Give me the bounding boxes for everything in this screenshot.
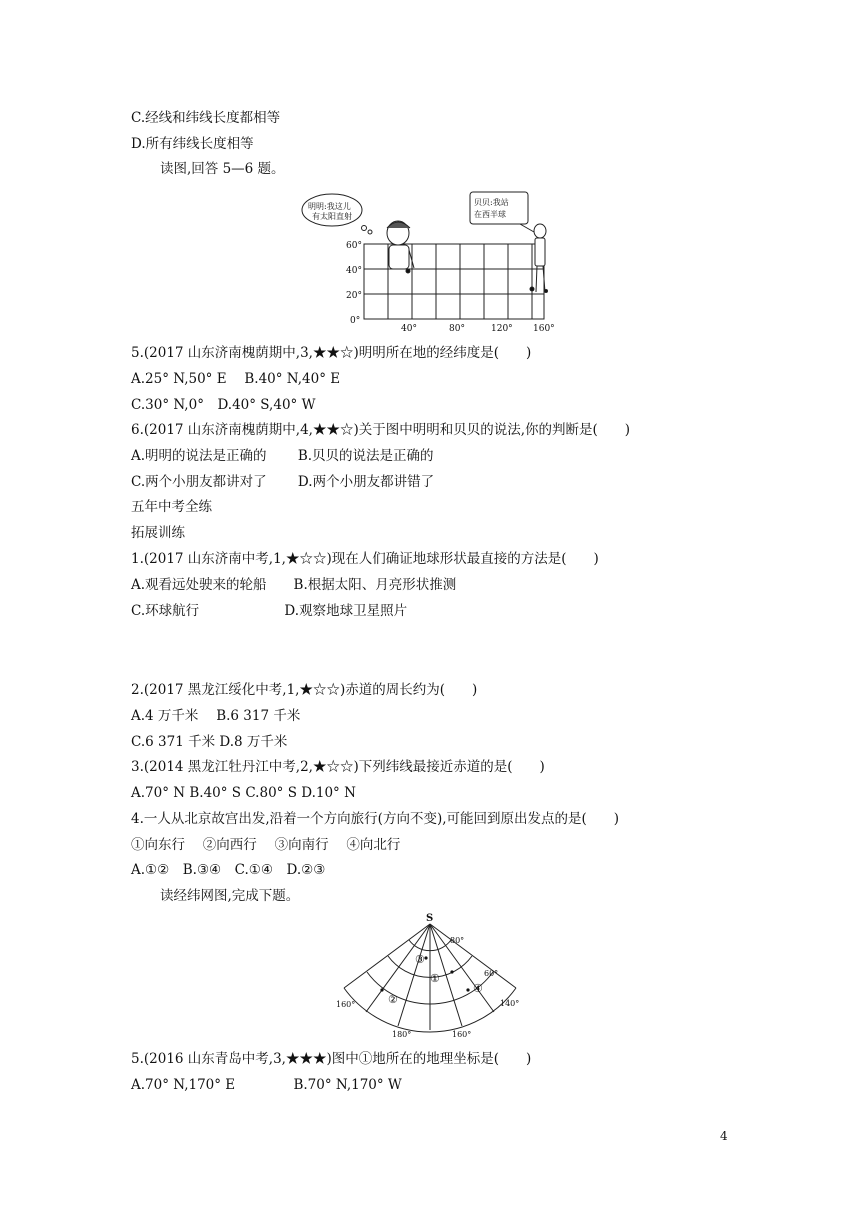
point-label: ④	[473, 982, 483, 995]
lat-label: 60°	[484, 969, 499, 978]
instruction: 读图,回答 5—6 题。	[160, 161, 285, 177]
q5-options-ab: A.25° N,50° E B.40° N,40° E	[131, 371, 341, 387]
q1-options-cd: C.环球航行 D.观察地球卫星照片	[131, 603, 408, 619]
question-1: 1.(2017 山东济南中考,1,★☆☆)现在人们确证地球形状最直接的方法是( )	[131, 551, 599, 567]
bubble-right-line2: 在西半球	[474, 210, 506, 219]
q4-options: A.①② B.③④ C.①④ D.②③	[131, 862, 326, 878]
lat-label: 0°	[350, 316, 361, 326]
boy-figure	[387, 221, 414, 273]
question-2: 2.(2017 黑龙江绥化中考,1,★☆☆)赤道的周长约为( )	[131, 682, 478, 698]
q5-options-cd: C.30° N,0° D.40° S,40° W	[131, 397, 316, 413]
speech-bubble-right	[470, 192, 534, 232]
q2-options-cd: C.6 371 千米 D.8 万千米	[131, 734, 288, 750]
option-d: D.所有纬线长度相等	[131, 136, 254, 152]
q1-options-ab: A.观看远处驶来的轮船 B.根据太阳、月亮形状推测	[131, 577, 457, 593]
q4-choices: ①向东行 ②向西行 ③向南行 ④向北行	[131, 837, 401, 853]
instruction-2: 读经纬网图,完成下题。	[160, 888, 300, 904]
lat-label: 80°	[450, 936, 465, 945]
question-6: 6.(2017 山东济南槐荫期中,4,★★☆)关于图中明明和贝贝的说法,你的判断是( )	[131, 422, 631, 438]
point-label: ③	[415, 953, 425, 966]
bubble-right-line1: 贝贝:我站	[474, 198, 509, 207]
lon-label: 180°	[392, 1030, 412, 1039]
point-label: ①	[430, 972, 440, 985]
bubble-left-line1: 明明:我这儿	[308, 202, 351, 211]
question-3: 3.(2014 黑龙江牡丹江中考,2,★☆☆)下列纬线最接近赤道的是( )	[131, 759, 545, 775]
question-4: 4.一人从北京故宫出发,沿着一个方向旅行(方向不变),可能回到原出发点的是( )	[131, 811, 620, 827]
pole-label: S	[426, 913, 434, 924]
q5b-options: A.70° N,170° E B.70° N,170° W	[131, 1077, 402, 1093]
q3-options: A.70° N B.40° S C.80° S D.10° N	[131, 785, 356, 801]
lon-label: 160°	[336, 1000, 356, 1009]
q6-options-ab: A.明明的说法是正确的 B.贝贝的说法是正确的	[131, 448, 434, 464]
lon-label: 140°	[500, 999, 520, 1008]
q6-options-cd: C.两个小朋友都讲对了 D.两个小朋友都讲错了	[131, 474, 435, 490]
polar-grid-figure	[330, 910, 530, 1040]
grid-figure	[300, 188, 570, 334]
question-5b: 5.(2016 山东青岛中考,3,★★★)图中①地所在的地理坐标是( )	[131, 1051, 532, 1067]
lon-label: 160°	[533, 324, 555, 334]
lon-label: 80°	[449, 324, 465, 334]
question-5: 5.(2017 山东济南槐荫期中,3,★★☆)明明所在地的经纬度是( )	[131, 345, 532, 361]
lon-label: 120°	[491, 324, 513, 334]
page-number: 4	[720, 1129, 728, 1143]
speech-bubble-left	[302, 194, 372, 234]
lat-label: 60°	[346, 241, 362, 251]
lat-label: 20°	[346, 291, 362, 301]
lon-label: 40°	[401, 324, 417, 334]
bubble-left-line2: 有太阳直射	[312, 212, 352, 221]
lon-label: 160°	[452, 1030, 472, 1039]
lat-label: 40°	[346, 266, 362, 276]
option-c: C.经线和纬线长度都相等	[131, 110, 281, 126]
q2-options-ab: A.4 万千米 B.6 317 千米	[131, 708, 301, 724]
section-heading: 五年中考全练	[131, 499, 212, 515]
point-label: ②	[388, 993, 398, 1006]
subsection-heading: 拓展训练	[131, 525, 185, 541]
girl-figure	[530, 224, 548, 293]
